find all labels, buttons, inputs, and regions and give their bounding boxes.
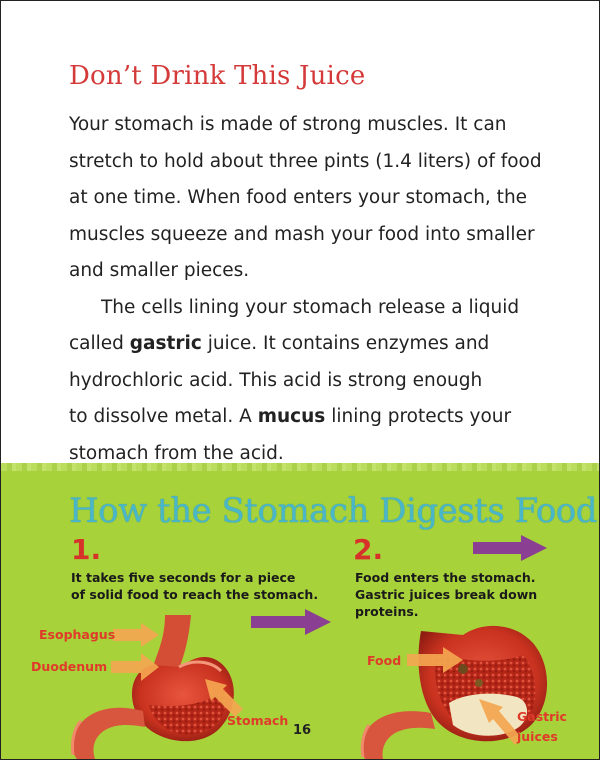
text-line: at one time. When food enters your stomach, the [69, 187, 528, 208]
glossary-term-gastric: gastric [129, 333, 202, 354]
label-line: Gastric [517, 709, 567, 724]
label-stomach: Stomach [227, 713, 289, 728]
paragraph-2 [69, 290, 559, 473]
text-line: Your stomach is made of strong muscles. It can [69, 114, 507, 135]
body-text [69, 107, 559, 472]
step-2-number: 2. [353, 533, 384, 566]
step-1-text [71, 569, 318, 603]
arrow-pointer-icon [111, 653, 159, 681]
step-text-line: proteins. [355, 604, 419, 619]
text-line: The cells lining your stomach release a liquid [101, 296, 520, 318]
section-title: How the Stomach Digests Food [69, 491, 598, 531]
arrow-pointer-icon [407, 647, 463, 673]
text-fragment: called [69, 333, 130, 354]
text-fragment: juice. It contains enzymes and [201, 333, 490, 354]
label-duodenum: Duodenum [31, 659, 108, 674]
arrow-pointer-icon [473, 697, 521, 745]
step-1-number: 1. [71, 533, 102, 566]
page-title: Don’t Drink This Juice [69, 61, 366, 91]
label-line: juices [517, 729, 558, 744]
label-gastric-juices [517, 707, 567, 747]
label-esophagus: Esophagus [39, 627, 116, 642]
text-line: hydrochloric acid. This acid is strong enough [69, 369, 483, 391]
step-text-line: Gastric juices break down [355, 587, 538, 602]
text-fragment: to dissolve metal. A [69, 406, 258, 427]
text-line: muscles squeeze and mash your food into smaller [69, 223, 535, 245]
glossary-term-mucus: mucus [257, 406, 326, 427]
step-text-line: of solid food to reach the stomach. [71, 587, 319, 602]
step-text-line: Food enters the stomach. [355, 570, 536, 585]
text-fragment: lining protects your [325, 406, 512, 427]
arrow-right-icon [473, 535, 547, 561]
text-line: stomach from the acid. [69, 442, 284, 464]
step-text-line: It takes five seconds for a piece [71, 570, 296, 585]
page-number: 16 [293, 723, 312, 738]
paragraph-1 [69, 107, 559, 290]
text-line: stretch to hold about three pints (1.4 liters) of food [69, 150, 542, 172]
text-line: and smaller pieces. [69, 260, 250, 281]
arrow-pointer-icon [113, 623, 159, 647]
label-food: Food [367, 653, 402, 668]
